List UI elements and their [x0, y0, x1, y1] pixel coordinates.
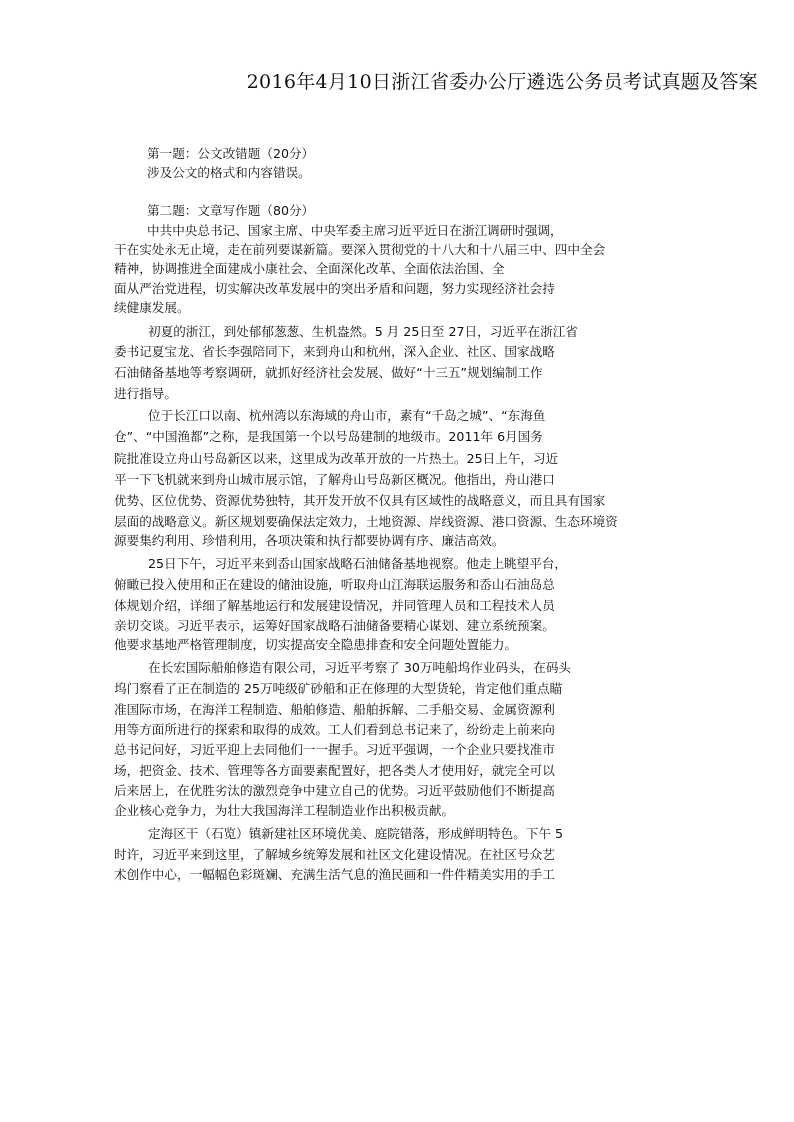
body-line: 层面的战略意义。新区规划要确保法定效力，土地资源、岸线资源、港口资源、生态环境资 [114, 514, 618, 529]
body-line: 委书记夏宝龙、省长李强陪同下，来到舟山和杭州，深入企业、社区、国家战略 [114, 344, 555, 359]
body-line: 总书记问好，习近平迎上去同他们一一握手。习近平强调，一个企业只要找准市 [114, 742, 555, 757]
body-line: 院批准设立舟山号岛新区以来，这里成为改革开放的一片热土。25日上午，习近 [114, 451, 559, 466]
section-heading-2: 第二题：文章写作题（80分） [147, 203, 315, 218]
body-line: 干在实处永无止境，走在前列要谋新篇。要深入贯彻党的十八大和十八届三中、四中全会 [114, 242, 606, 257]
body-line: 术创作中心，一幅幅色彩斑斓、充满生活气息的渔民画和一件件精美实用的手工 [114, 867, 555, 882]
body-line: 定海区干（石览）镇新建社区环境优美、庭院错落，形成鲜明特色。下午 5 [148, 826, 564, 841]
body-line: 体规划介绍，详细了解基地运行和发展建设情况，并同管理人员和工程技术人员 [114, 598, 555, 613]
body-line: 初夏的浙江，到处郁郁葱葱、生机盎然。5 月 25日至 27日，习近平在浙江省 [148, 324, 578, 339]
section-heading-1: 第一题：公文改错题（20分） [147, 146, 315, 161]
body-line: 平一下飞机就来到舟山城市展示馆，了解舟山号岛新区概况。他指出，舟山港口 [114, 472, 555, 487]
body-line: 涉及公文的格式和内容错误。 [147, 165, 311, 180]
body-line: 仓”、“中国渔都”之称，是我国第一个以号岛建制的地级市。2011年 6月国务 [114, 429, 543, 444]
body-line: 时许，习近平来到这里，了解城乡统筹发展和社区文化建设情况。在社区号众艺 [114, 847, 555, 862]
body-line: 用等方面所进行的探索和取得的成效。工人们看到总书记来了，纷纷走上前来向 [114, 722, 555, 737]
body-line: 进行指导。 [114, 386, 177, 401]
body-line: 位于长江口以南、杭州湾以东海域的舟山市，素有“千岛之城”、“东海鱼 [148, 408, 546, 423]
body-line: 石油储备基地等考察调研，就抓好经济社会发展、做好“十三五”规划编制工作 [114, 365, 543, 380]
body-line: 准国际市场，在海洋工程制造、船舶修造、船舶拆解、二手船交易、金属资源利 [114, 702, 555, 717]
body-line: 精神，协调推进全面建成小康社会、全面深化改革、全面依法治国、全 [114, 261, 505, 276]
body-line: 后来居上，在优胜劣汰的激烈竞争中建立自己的优势。习近平鼓励他们不断提高 [114, 783, 555, 798]
body-line: 亲切交谈。习近平表示，运筹好国家战略石油储备要精心谋划、建立系统预案。 [114, 618, 555, 633]
body-line: 面从严治党进程，切实解决改革发展中的突出矛盾和问题，努力实现经济社会持 [114, 281, 555, 296]
body-line: 优势、区位优势、资源优势独特，其开发开放不仅具有区域性的战略意义，而且具有国家 [114, 493, 606, 508]
body-line: 场，把资金、技术、管理等各方面要素配置好，把各类人才使用好，就完全可以 [114, 763, 555, 778]
body-line: 25日下午，习近平来到岙山国家战略石油储备基地视察。他走上眺望平台， [148, 556, 568, 571]
body-line: 在长宏国际船舶修造有限公司，习近平考察了 30万吨船坞作业码头，在码头 [148, 660, 572, 675]
body-line: 源要集约利用、珍惜利用，各项决策和执行都要协调有序、廉洁高效。 [114, 533, 505, 548]
body-line: 中共中央总书记、国家主席、中央军委主席习近平近日在浙江调研时强调， [147, 223, 563, 238]
body-line: 企业核心竞争力，为壮大我国海洋工程制造业作出积极贡献。 [114, 803, 455, 818]
page-title: 2016年4月10日浙江省委办公厅遴选公务员考试真题及答案 [246, 71, 758, 93]
body-line: 续健康发展。 [114, 300, 190, 315]
body-line: 坞门察看了正在制造的 25万吨级矿砂船和正在修理的大型货轮，肯定他们重点瞄 [114, 681, 563, 696]
body-line: 他要求基地严格管理制度，切实提高安全隐患排查和安全问题处置能力。 [114, 637, 517, 652]
body-line: 俯瞰已投入使用和正在建设的储油设施，听取舟山江海联运服务和岙山石油岛总 [114, 577, 555, 592]
